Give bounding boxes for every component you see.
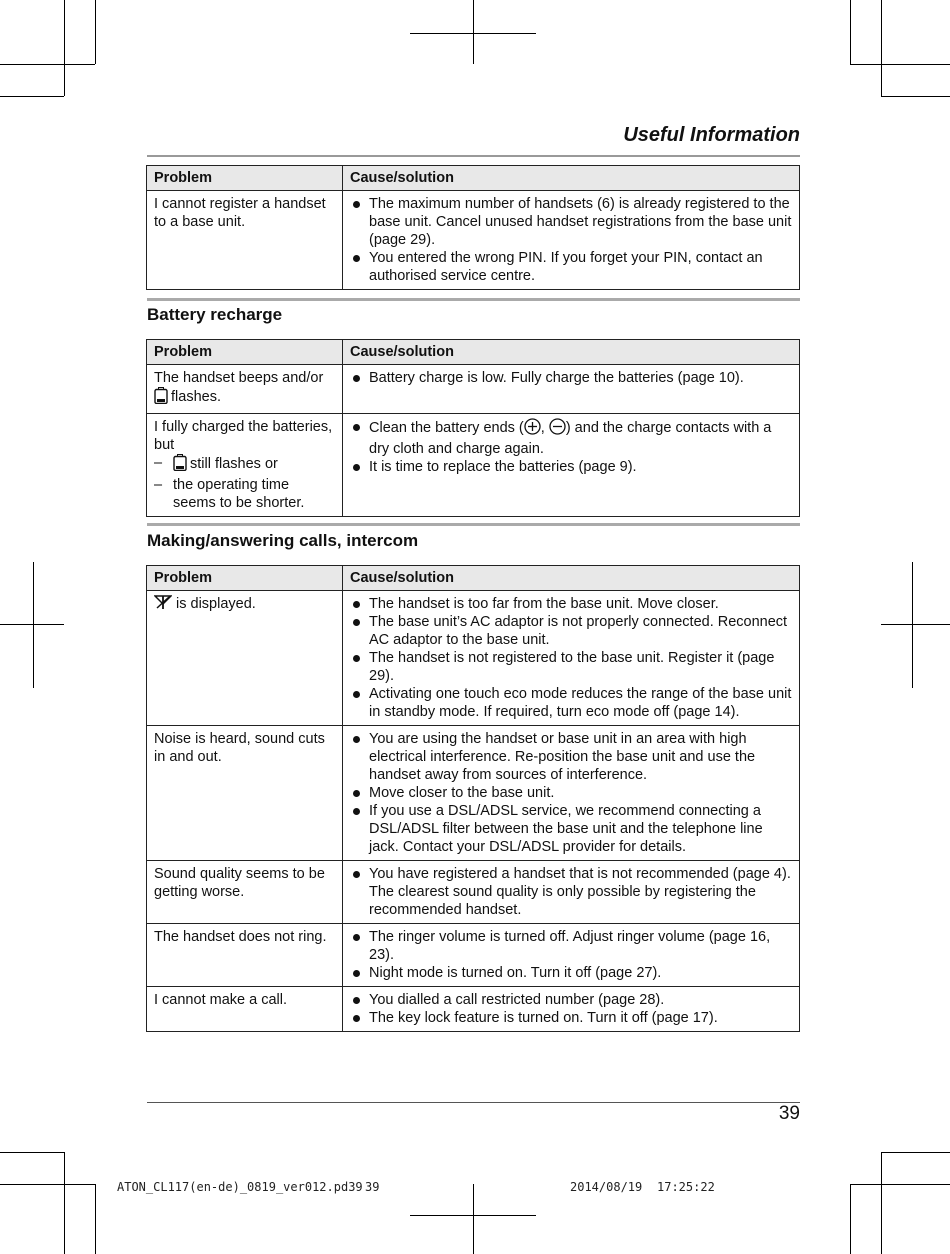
solution-cell xyxy=(343,191,800,290)
section-heading-calls: Making/answering calls, intercom xyxy=(147,531,419,550)
crop-mark xyxy=(0,96,64,97)
solution-cell xyxy=(343,365,800,414)
solution-item: You have registered a handset that is not recommended (page 4). The clearest sound quality is only possible by registering the recommended handset. xyxy=(350,865,792,919)
section-rule xyxy=(147,523,800,526)
column-header-solution: Cause/solution xyxy=(343,166,800,191)
column-header-problem: Problem xyxy=(147,566,343,591)
solution-item: Battery charge is low. Fully charge the batteries (page 10). xyxy=(350,369,792,387)
table-header-row xyxy=(147,340,800,365)
header-rule xyxy=(147,155,800,157)
crop-mark xyxy=(95,1184,96,1254)
dash-marker: – xyxy=(154,477,163,493)
problem-text: the operating time seems to be shorter. xyxy=(173,477,305,511)
column-header-problem: Problem xyxy=(147,166,343,191)
battery-table xyxy=(146,339,800,517)
problem-cell xyxy=(147,414,343,517)
crop-mark xyxy=(0,1152,64,1153)
solution-item: The handset is too far from the base unit. Move closer. xyxy=(350,595,792,613)
page-number: 39 xyxy=(778,1103,800,1124)
problem-cell xyxy=(147,365,343,414)
solution-item xyxy=(350,418,792,458)
table-row xyxy=(147,987,800,1032)
crop-mark xyxy=(850,64,950,65)
crop-mark xyxy=(850,0,851,64)
solution-item: The handset is not registered to the base unit. Register it (page 29). xyxy=(350,649,792,685)
crop-mark xyxy=(95,0,96,64)
calls-table xyxy=(146,565,800,1032)
print-time: 17:25:22 xyxy=(657,1180,715,1194)
registration-mark xyxy=(881,624,950,625)
solution-text: ) and the charge contacts with a dry cloth and charge again. xyxy=(369,420,772,457)
battery-icon xyxy=(173,454,187,476)
solution-item: If you use a DSL/ADSL service, we recommend connecting a DSL/ADSL filter between the base unit and the telephone line jack. Contact your DSL/ADSL provider for details. xyxy=(350,802,792,856)
table-row xyxy=(147,861,800,924)
solution-item: The key lock feature is turned on. Turn it off (page 17). xyxy=(350,1009,792,1027)
registration-mark xyxy=(0,624,64,625)
solution-cell xyxy=(343,726,800,861)
print-file-name: ATON_CL117(en-de)_0819_ver012.pd39 xyxy=(117,1180,363,1194)
solution-text: Clean the battery ends ( xyxy=(369,420,524,436)
crop-mark xyxy=(64,1152,65,1254)
table-row xyxy=(147,726,800,861)
solution-item: It is time to replace the batteries (page 9). xyxy=(350,458,792,476)
solution-cell xyxy=(343,924,800,987)
table-row xyxy=(147,365,800,414)
solution-item: Move closer to the base unit. xyxy=(350,784,792,802)
problem-cell xyxy=(147,591,343,726)
column-header-solution: Cause/solution xyxy=(343,340,800,365)
solution-cell xyxy=(343,987,800,1032)
print-date: 2014/08/19 xyxy=(570,1180,643,1194)
no-signal-icon xyxy=(154,595,172,615)
solution-item: The ringer volume is turned off. Adjust ringer volume (page 16, 23). xyxy=(350,928,792,964)
crop-mark xyxy=(850,1184,851,1254)
registration-mark xyxy=(473,0,474,64)
crop-mark xyxy=(64,0,65,96)
crop-mark xyxy=(881,0,882,96)
minus-circle-icon xyxy=(549,418,566,440)
battery-icon xyxy=(154,387,168,409)
solution-cell xyxy=(343,861,800,924)
solution-item: You entered the wrong PIN. If you forget your PIN, contact an authorised service centre. xyxy=(350,249,792,285)
solution-item: The base unit’s AC adaptor is not properly connected. Reconnect AC adaptor to the base unit. xyxy=(350,613,792,649)
registration-mark xyxy=(410,33,536,34)
print-file-page: 39 xyxy=(365,1180,380,1194)
solution-item: The maximum number of handsets (6) is already registered to the base unit. Cancel unused handset registrations from the base unit (page 29). xyxy=(350,195,792,249)
column-header-problem: Problem xyxy=(147,340,343,365)
registration-mark xyxy=(912,562,913,688)
crop-mark xyxy=(0,1184,95,1185)
section-heading-battery: Battery recharge xyxy=(147,305,283,324)
registration-table xyxy=(146,165,800,290)
solution-item: Activating one touch eco mode reduces the range of the base unit in standby mode. If required, turn eco mode off (page 14). xyxy=(350,685,792,721)
problem-text: The handset beeps and/or xyxy=(154,370,324,386)
solution-cell xyxy=(343,414,800,517)
solution-item: You are using the handset or base unit in an area with high electrical interference. Re-position the base unit and use the handset away from sources of interference. xyxy=(350,730,792,784)
page-title: Useful Information xyxy=(623,124,800,146)
problem-text: I fully charged the batteries, but xyxy=(154,419,333,453)
solution-text: , xyxy=(540,420,545,436)
table-header-row xyxy=(147,566,800,591)
crop-mark xyxy=(881,1152,950,1153)
table-header-row xyxy=(147,166,800,191)
crop-mark xyxy=(850,1184,950,1185)
problem-cell: I cannot make a call. xyxy=(147,987,343,1032)
table-row xyxy=(147,191,800,290)
table-row xyxy=(147,591,800,726)
crop-mark xyxy=(0,64,95,65)
table-row xyxy=(147,924,800,987)
dash-marker: – xyxy=(154,455,163,471)
problem-text: still flashes or xyxy=(190,456,278,472)
registration-mark xyxy=(33,562,34,688)
problem-text: is displayed. xyxy=(176,596,256,612)
crop-mark xyxy=(881,96,950,97)
solution-item: You dialled a call restricted number (page 28). xyxy=(350,991,792,1009)
problem-cell: Sound quality seems to be getting worse. xyxy=(147,861,343,924)
crop-mark xyxy=(881,1152,882,1254)
dash-item xyxy=(154,476,335,512)
section-rule xyxy=(147,298,800,301)
solution-cell xyxy=(343,591,800,726)
registration-mark xyxy=(473,1184,474,1254)
problem-text: flashes. xyxy=(171,389,221,405)
registration-mark xyxy=(410,1215,536,1216)
solution-item: Night mode is turned on. Turn it off (page 27). xyxy=(350,964,792,982)
plus-circle-icon xyxy=(524,418,541,440)
problem-cell: The handset does not ring. xyxy=(147,924,343,987)
problem-cell: I cannot register a handset to a base unit. xyxy=(147,191,343,290)
problem-cell: Noise is heard, sound cuts in and out. xyxy=(147,726,343,861)
table-row xyxy=(147,414,800,517)
dash-item xyxy=(154,454,335,476)
column-header-solution: Cause/solution xyxy=(343,566,800,591)
